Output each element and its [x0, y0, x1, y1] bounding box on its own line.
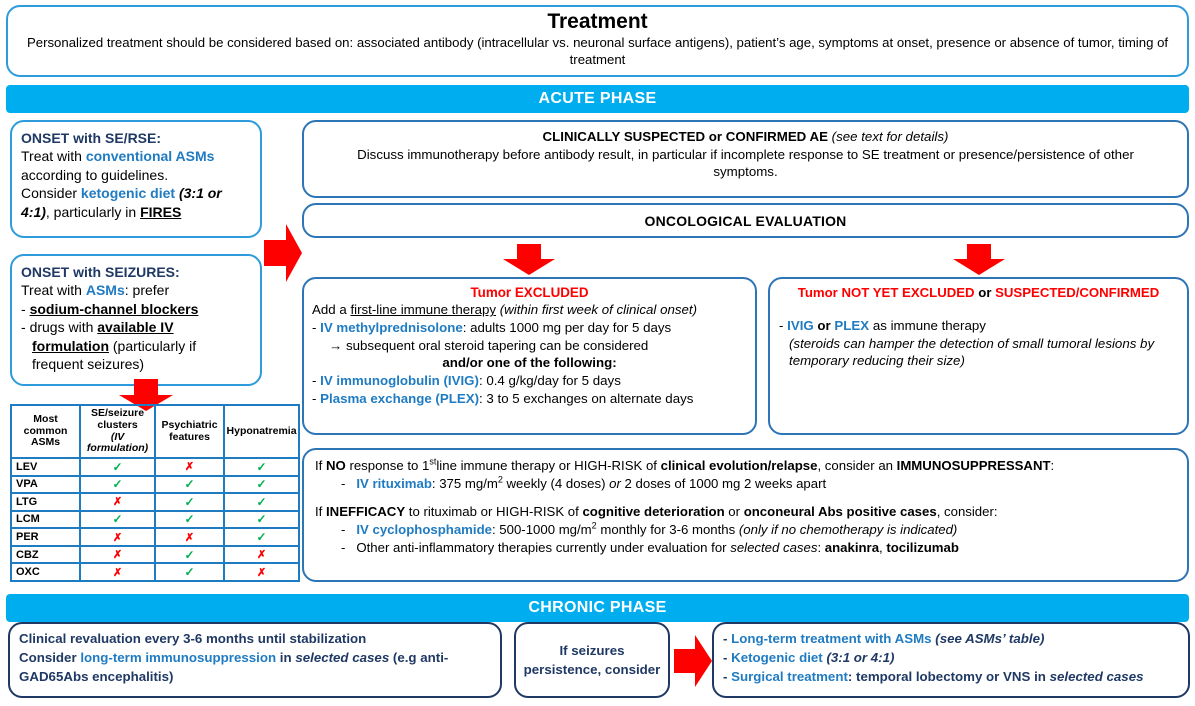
asm-cell-hypo — [224, 493, 299, 511]
asm-row-drug: PER — [11, 528, 80, 546]
asm-row-drug: CBZ — [11, 546, 80, 564]
arrow-onco-to-tumor-not-excluded — [950, 243, 1008, 276]
immuno-paragraph-1 — [315, 457, 1176, 475]
asm-row-drug: LEV — [11, 458, 80, 476]
check-icon: ✓ — [256, 530, 267, 545]
tumor-excluded-bullet1-highlight: IV methylprednisolone — [320, 320, 463, 336]
immuno-b3-b: : — [817, 539, 825, 555]
asm-cell-psych — [155, 528, 224, 546]
tumor-not-excluded-box — [768, 277, 1189, 435]
chronic-left-line2-b: in — [276, 649, 296, 665]
suspected-body: Discuss immunotherapy before antibody result, in particular if incomplete response to SE treatment or presence/persistence of other symptoms. — [357, 146, 1134, 180]
immuno-bullet-3: - Other anti-inflammatory therapies currently under evaluation for selected cases: anakinra, tocilizumab — [341, 539, 959, 555]
acute-phase-banner — [6, 85, 1189, 113]
check-icon: ✓ — [112, 512, 123, 527]
onset-seizures-bullet2-post: (particularly if frequent seizures) — [32, 337, 197, 373]
onset-se-line3-highlight: ketogenic diet — [80, 185, 176, 202]
immuno-bullet-2: - IV cyclophosphamide: 500-1000 $mg/m^2$ monthly for 3-6 months (only if no chemotherapy is indicated) — [341, 520, 958, 538]
check-icon: ✓ — [256, 494, 267, 509]
chronic-left-line2-a: Consider — [19, 649, 81, 665]
asm-cell-hypo — [224, 476, 299, 494]
asm-row-drug: LTG — [11, 493, 80, 511]
asm-col-se — [80, 405, 155, 458]
onset-se-line3-italic: (3:1 or 4:1) — [21, 185, 222, 220]
tumor-not-excluded-note: (steroids can hamper the detection of small tumoral lesions by temporary reducing their size) — [789, 335, 1155, 369]
immuno-b1-b: weekly (4 doses) — [502, 475, 610, 491]
chronic-right-b1-highlight: Long-term treatment with ASMs — [731, 631, 932, 646]
tumor-excluded-bullet-3: - Plasma exchange (PLEX): 3 to 5 exchanges on alternate days — [312, 390, 694, 406]
immuno-p1-d: , consider an — [817, 458, 897, 473]
chronic-right-bullet-1: - Long-term treatment with ASMs (see ASMs’ table) — [723, 631, 1045, 646]
cross-icon: ✗ — [184, 531, 195, 544]
tumor-not-excluded-title-red1: NOT YET EXCLUDED — [841, 285, 975, 300]
immuno-p1-bold2: IMMUNOSUPPRESSANT — [896, 458, 1051, 473]
immuno-b3-c: , — [879, 539, 887, 555]
onset-seizures-box — [10, 254, 262, 386]
onset-seizures-bullet-2: - drugs with available IV formulation (particularly if frequent seizures) — [21, 319, 197, 373]
immuno-p1-a: If — [315, 458, 326, 473]
oncological-evaluation-label: ONCOLOGICAL EVALUATION — [644, 212, 847, 229]
onset-seizures-bullet2-highlight: available IV formulation — [32, 319, 174, 354]
tumor-excluded-line1 — [312, 301, 747, 319]
onset-seizures-bullet-1: - sodium-channel blockers — [21, 300, 199, 317]
suspected-title — [314, 128, 1177, 146]
immuno-b1-sup: 2 — [497, 474, 503, 485]
asm-table — [10, 404, 300, 582]
cross-icon: ✗ — [184, 461, 195, 474]
onset-seizures-bullet2-pre: drugs with — [29, 319, 98, 336]
cross-icon: ✗ — [112, 531, 123, 544]
check-icon: ✓ — [184, 547, 195, 562]
asm-row-drug: OXC — [11, 563, 80, 581]
table-row — [11, 476, 299, 494]
tumor-excluded-title-bold: EXCLUDED — [514, 285, 589, 300]
onset-seizures-line1-post: : prefer — [124, 282, 170, 299]
suspected-title-bold: CLINICALLY SUSPECTED or CONFIRMED AE — [542, 129, 828, 144]
asm-cell-se — [80, 546, 155, 564]
tumor-not-excluded-ivig: IVIG — [787, 318, 814, 334]
chronic-left-line2-highlight: long-term immunosuppression — [80, 649, 277, 665]
asm-cell-hypo — [224, 458, 299, 476]
tumor-excluded-bullet3-post: : 3 to 5 exchanges on alternate days — [479, 390, 694, 406]
cross-icon: ✗ — [112, 566, 123, 579]
check-icon: ✓ — [256, 477, 267, 492]
onset-seizures-line1-highlight: ASMs — [85, 282, 125, 299]
asm-cell-psych — [155, 546, 224, 564]
header-box — [6, 5, 1189, 77]
tumor-excluded-box — [302, 277, 757, 435]
chronic-left-line2-italic: selected cases — [295, 649, 390, 665]
immuno-p1-e: : — [1050, 458, 1055, 473]
check-icon: ✓ — [256, 459, 267, 474]
cross-icon: ✗ — [256, 566, 267, 579]
immuno-b2-b: monthly for 3-6 months — [596, 522, 739, 538]
asm-cell-hypo — [224, 511, 299, 529]
immuno-p1-b: response to 1 — [345, 458, 430, 473]
asm-cell-se — [80, 458, 155, 476]
chronic-right-bullet-3: - Surgical treatment: temporal lobectomy or VNS in selected cases — [723, 668, 1144, 684]
asm-cell-se — [80, 493, 155, 511]
table-row — [11, 546, 299, 564]
onset-seizures-line1 — [21, 281, 251, 299]
cross-icon: ✗ — [112, 549, 123, 562]
onset-se-line1-pre: Treat with — [21, 148, 86, 165]
chronic-right-b3-highlight: Surgical treatment — [731, 668, 848, 684]
onset-se-line2: according to guidelines. — [21, 166, 169, 183]
tumor-excluded-andor: and/or one of the following: — [442, 355, 617, 371]
tumor-excluded-line1-italic: (within first week of clinical onset) — [496, 302, 698, 318]
asm-table-body — [11, 458, 299, 581]
check-icon: ✓ — [184, 565, 195, 580]
asm-cell-se — [80, 528, 155, 546]
tumor-excluded-bullet1-post: : adults 1000 mg per day for 5 days — [462, 320, 672, 336]
check-icon: ✓ — [184, 512, 195, 527]
table-row — [11, 563, 299, 581]
tumor-excluded-bullet2-post: : 0.4 g/kg/day for 5 days — [478, 373, 621, 389]
tumor-excluded-line1-underline: first-line immune therapy — [350, 302, 497, 318]
immunosuppressant-box — [302, 448, 1189, 582]
immuno-bullet-1: - IV rituximab: 375 $mg/m^2$ weekly (4 doses) or 2 doses of 1000 mg 2 weeks apart — [341, 474, 827, 491]
asm-col-se-sub: (IV formulation) — [86, 430, 149, 455]
chronic-left-line2-c: (e.g anti-GAD65Abs encephalitis) — [19, 649, 449, 684]
onset-se-rse-box — [10, 120, 262, 238]
onset-se-line3-pre: Consider — [21, 185, 81, 202]
asm-cell-psych — [155, 493, 224, 511]
tumor-not-excluded-title-or: or — [974, 285, 996, 300]
asm-cell-hypo — [224, 563, 299, 581]
chronic-phase-label: CHRONIC PHASE — [528, 599, 667, 616]
chronic-mid-line2: persistence, consider — [523, 662, 661, 677]
check-icon: ✓ — [184, 477, 195, 492]
chronic-left-line1-a: Clinical revaluation — [19, 631, 145, 646]
tumor-excluded-subline: → subsequent oral steroid tapering can be considered — [329, 337, 649, 353]
check-icon: ✓ — [112, 459, 123, 474]
table-row — [11, 493, 299, 511]
onset-se-fires: FIRES — [140, 203, 182, 220]
asm-cell-psych — [155, 563, 224, 581]
asm-cell-psych — [155, 511, 224, 529]
table-row — [11, 528, 299, 546]
suspected-title-italic: (see text for details) — [827, 129, 949, 144]
tumor-excluded-title — [312, 284, 747, 301]
immuno-b3-bold1: anakinra — [824, 539, 880, 555]
immuno-b3-italic: selected cases — [730, 539, 818, 555]
asm-cell-psych — [155, 476, 224, 494]
cross-icon: ✗ — [112, 496, 123, 509]
immuno-p2-bold0: INEFFICACY — [326, 504, 406, 520]
onset-seizures-line1-pre: Treat with — [21, 282, 86, 299]
onset-seizures-bullet1-text: sodium-channel blockers — [29, 300, 199, 317]
page-title: Treatment — [547, 10, 648, 33]
asm-col-drug: Most common ASMs — [11, 405, 80, 458]
immuno-spacer — [315, 492, 1176, 503]
immuno-p2-bold2: onconeural Abs positive cases — [743, 504, 937, 520]
table-row — [11, 511, 299, 529]
immuno-paragraph-2 — [315, 503, 1176, 521]
immuno-b1-c: 2 doses of 1000 mg 2 weeks apart — [620, 475, 827, 491]
immuno-p2-c: or — [724, 504, 744, 520]
tumor-excluded-bullet3-highlight: Plasma exchange (PLEX) — [320, 390, 480, 406]
tumor-not-excluded-title-plain: Tumor — [797, 285, 842, 300]
chronic-mid-line1: If seizures — [559, 642, 625, 658]
arrow-chronic-mid-to-right — [672, 633, 714, 689]
immuno-p1-bold1: clinical evolution/relapse — [660, 458, 818, 473]
immuno-b2-italic: (only if no chemotherapy is indicated) — [738, 522, 958, 538]
chronic-right-bullet-2: - Ketogenic diet (3:1 or 4:1) — [723, 649, 895, 665]
tumor-excluded-title-plain: Tumor — [470, 285, 515, 300]
immuno-b2-a: : 500-1000 mg/m — [491, 522, 592, 538]
chronic-right-b2-italic: (3:1 or 4:1) — [822, 649, 895, 665]
asm-col-se-main: SE/seizure clusters — [90, 407, 145, 431]
immuno-b1-highlight: IV rituximab — [356, 475, 432, 491]
chronic-left-line2 — [19, 649, 491, 687]
immuno-p2-b: to rituximab or HIGH-RISK of — [405, 504, 583, 520]
acute-phase-label: ACUTE PHASE — [538, 90, 657, 107]
immuno-b2-highlight: IV cyclophosphamide — [356, 522, 492, 538]
oncological-evaluation-box — [302, 203, 1189, 238]
onset-seizures-heading: ONSET with SEIZURES: — [21, 264, 180, 280]
chronic-left-box — [8, 622, 502, 698]
onset-se-line1 — [21, 147, 251, 165]
asm-table-header-row — [11, 405, 299, 458]
tumor-excluded-bullet-2: - IV immunoglobulin (IVIG): 0.4 g/kg/day for 5 days — [312, 373, 621, 389]
tumor-not-excluded-title-red2: SUSPECTED/CONFIRMED — [995, 285, 1160, 300]
asm-cell-psych — [155, 458, 224, 476]
check-icon: ✓ — [256, 512, 267, 527]
tumor-not-excluded-title — [779, 284, 1178, 301]
onset-se-heading: ONSET with SE/RSE: — [21, 130, 162, 146]
asm-row-drug: LCM — [11, 511, 80, 529]
chronic-mid-box — [514, 622, 670, 698]
cross-icon: ✗ — [256, 549, 267, 562]
immuno-p1-sup: st — [429, 456, 437, 467]
asm-cell-hypo — [224, 528, 299, 546]
immuno-p2-a: If — [315, 504, 326, 520]
tumor-not-excluded-or: or — [813, 318, 835, 334]
onset-se-line3 — [21, 184, 251, 221]
header-subtitle: Personalized treatment should be considered based on: associated antibody (intracellular vs. neuronal surface antigens), patient’s age, symptoms at onset, presence or absence of tumor, timing of treatment — [26, 35, 1169, 67]
arrow-onset-se-to-suspected — [262, 222, 304, 284]
onset-se-line3-post: , particularly in — [45, 203, 141, 220]
chronic-left-line1-b: until stabilization — [254, 631, 367, 646]
tumor-excluded-bullet2-highlight: IV immunoglobulin (IVIG) — [320, 373, 479, 389]
asm-cell-se — [80, 563, 155, 581]
onset-se-line1-highlight: conventional ASMs — [85, 148, 215, 165]
chronic-left-line1 — [19, 630, 491, 649]
immuno-p2-bold1: cognitive deterioration — [582, 504, 725, 520]
arrow-onco-to-tumor-excluded — [500, 243, 558, 276]
immuno-b3-a: Other anti-inflammatory therapies currently under evaluation for — [356, 539, 731, 555]
asm-cell-se — [80, 476, 155, 494]
immuno-b2-sup: 2 — [591, 520, 597, 531]
tumor-excluded-line1-pre: Add a — [312, 302, 351, 318]
immuno-p1-no: NO — [326, 458, 346, 473]
chronic-right-box — [712, 622, 1190, 698]
asm-cell-hypo — [224, 546, 299, 564]
immuno-b1-a: : 375 mg/m — [431, 475, 498, 491]
asm-cell-se — [80, 511, 155, 529]
asm-col-psych: Psychiatric features — [155, 405, 224, 458]
clinically-suspected-box — [302, 120, 1189, 198]
table-row — [11, 458, 299, 476]
chronic-phase-banner — [6, 594, 1189, 622]
chronic-right-b2-highlight: Ketogenic diet — [731, 649, 823, 665]
immuno-p2-d: , consider: — [936, 504, 998, 520]
check-icon: ✓ — [184, 494, 195, 509]
asm-row-drug: VPA — [11, 476, 80, 494]
tumor-not-excluded-bullet-post: as immune therapy — [869, 318, 986, 334]
chronic-right-b1-italic: (see ASMs’ table) — [931, 631, 1045, 646]
tumor-excluded-bullet-1: - IV methylprednisolone: adults 1000 mg per day for 5 days — [312, 320, 672, 336]
tumor-not-excluded-bullet: - IVIG or PLEX as immune therapy — [779, 318, 986, 334]
check-icon: ✓ — [112, 477, 123, 492]
immuno-b1-or: or — [609, 475, 621, 491]
tumor-not-excluded-plex: PLEX — [834, 318, 870, 334]
chronic-right-b3-italic: selected cases — [1049, 668, 1144, 684]
chronic-left-line1-bold: every 3-6 months — [144, 631, 254, 646]
immuno-p1-c: line immune therapy or HIGH-RISK of — [436, 458, 661, 473]
immuno-b3-bold2: tocilizumab — [886, 539, 959, 555]
asm-col-hypo: Hyponatremia — [224, 405, 299, 458]
chronic-right-b3-a: : temporal lobectomy or VNS in — [847, 668, 1050, 684]
